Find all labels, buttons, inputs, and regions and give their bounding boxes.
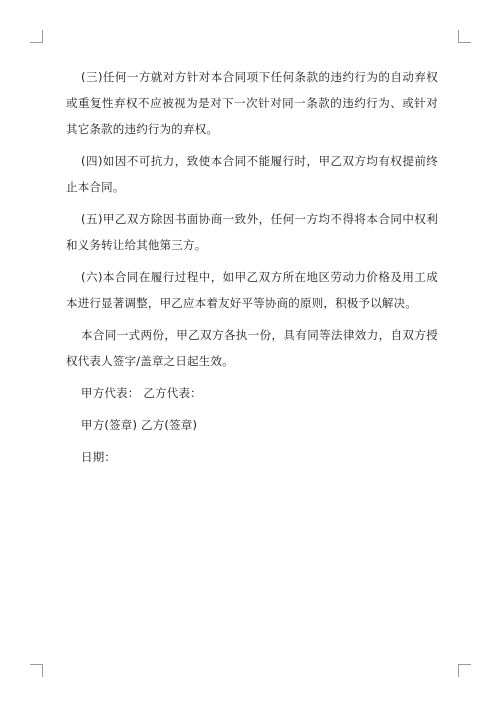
crop-mark-top-left <box>30 30 43 43</box>
document-body <box>66 64 438 476</box>
seal-line: 甲方(签章) 乙方(签章) <box>81 418 198 432</box>
clause-4: (四)如因不可抗力，致使本合同不能履行时，甲乙双方均有权提前终止本合同。 <box>66 154 438 194</box>
clause-5: (五)甲乙双方除因书面协商一致外，任何一方均不得将本合同中权利和义务转让给其他第三方。 <box>66 212 438 252</box>
date-line: 日期： <box>81 450 117 464</box>
representatives-line: 甲方代表： 乙方代表： <box>81 386 202 400</box>
crop-mark-bottom-left <box>30 664 43 677</box>
clause-3: (三)任何一方就对方针对本合同项下任何条款的违约行为的自动弃权或重复性弃权不应被视为是对下一次针对同一条款的违约行为、或针对其它条款的违约行为的弃权。 <box>66 70 438 136</box>
crop-mark-top-right <box>458 30 471 43</box>
crop-mark-bottom-right <box>458 664 471 677</box>
effectiveness-clause: 本合同一式两份，甲乙双方各执一份，具有同等法律效力，自双方授权代表人签字/盖章之日起生效。 <box>66 328 438 368</box>
clause-6: (六)本合同在履行过程中，如甲乙双方所在地区劳动力价格及用工成本进行显著调整，甲乙应本着友好平等协商的原则，积极予以解决。 <box>66 270 438 310</box>
